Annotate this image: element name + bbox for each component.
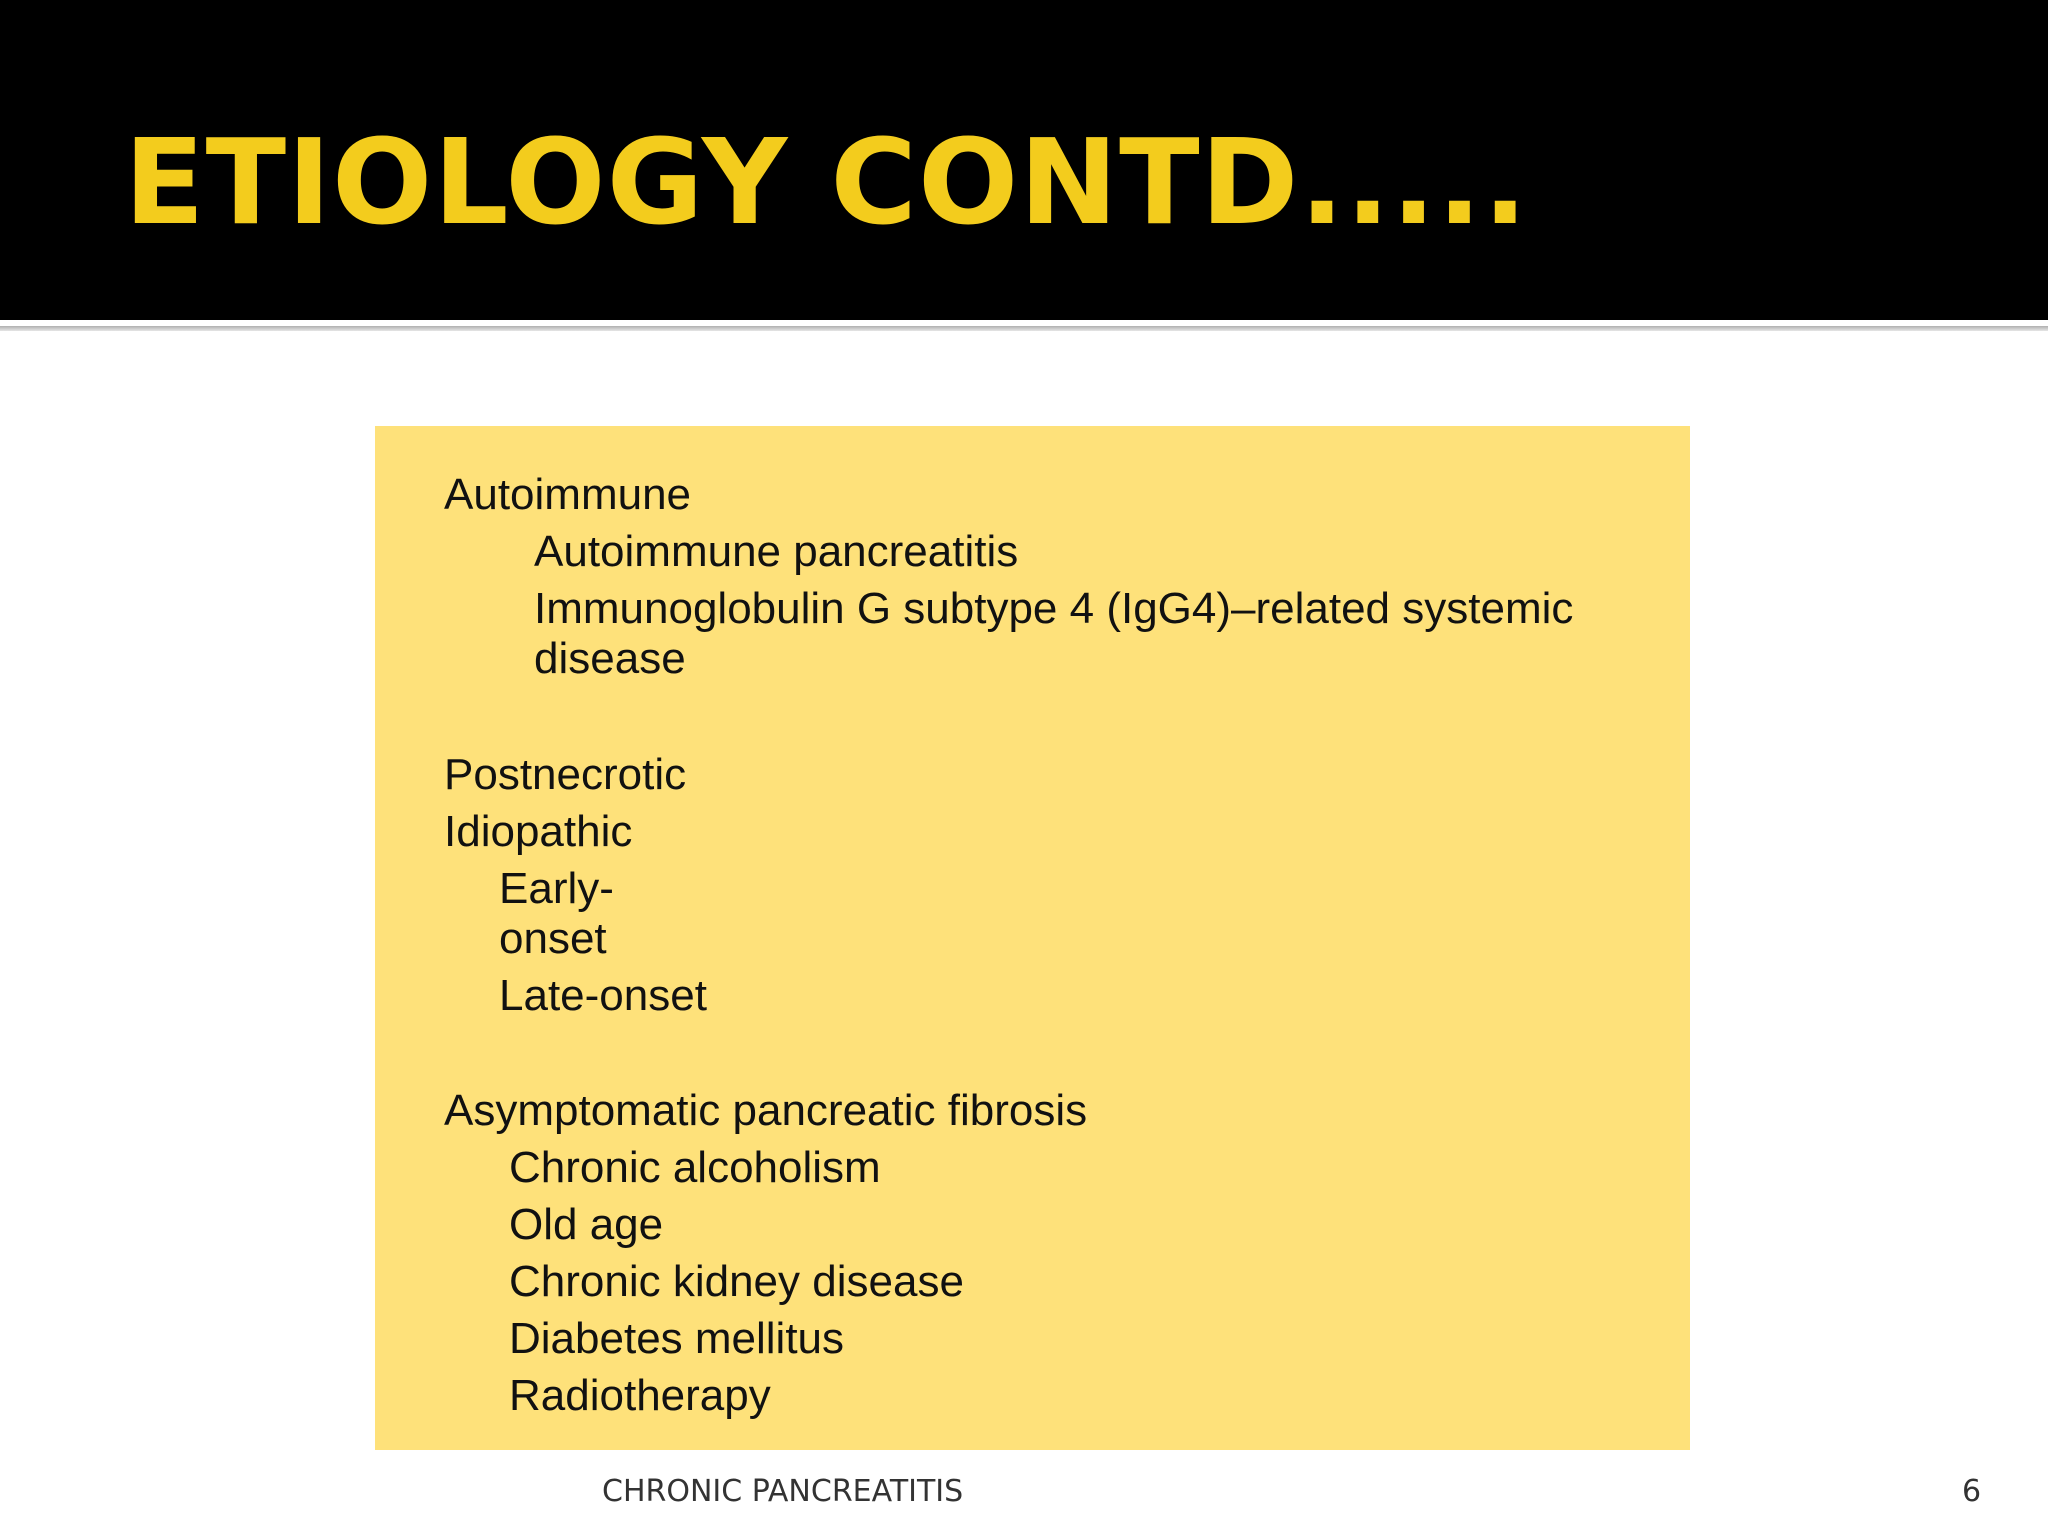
page-number: 6 [1962, 1474, 1982, 1509]
title-divider [0, 326, 2048, 331]
idiopathic-item: Late-onset [499, 971, 707, 1020]
title-bar [0, 0, 2048, 320]
footer-label: CHRONIC PANCREATITIS [602, 1474, 964, 1509]
postnecrotic-heading: Postnecrotic [444, 750, 687, 799]
asymptomatic-item: Diabetes mellitus [509, 1314, 845, 1363]
slide-title: ETIOLOGY CONTD..... [124, 113, 1529, 251]
autoimmune-heading: Autoimmune [444, 470, 692, 519]
idiopathic-item: Early- [499, 864, 614, 913]
autoimmune-item: Autoimmune pancreatitis [534, 527, 1019, 576]
autoimmune-item: Immunoglobulin G subtype 4 (IgG4)–related systemic [534, 584, 1574, 633]
idiopathic-heading: Idiopathic [444, 807, 633, 856]
asymptomatic-item: Chronic alcoholism [509, 1143, 881, 1192]
content-box [375, 426, 1690, 1450]
autoimmune-item: disease [534, 634, 686, 683]
asymptomatic-item: Old age [509, 1200, 664, 1249]
idiopathic-item: onset [499, 914, 607, 963]
asymptomatic-heading: Asymptomatic pancreatic fibrosis [444, 1086, 1088, 1135]
asymptomatic-item: Radiotherapy [509, 1371, 771, 1420]
asymptomatic-item: Chronic kidney disease [509, 1257, 964, 1306]
